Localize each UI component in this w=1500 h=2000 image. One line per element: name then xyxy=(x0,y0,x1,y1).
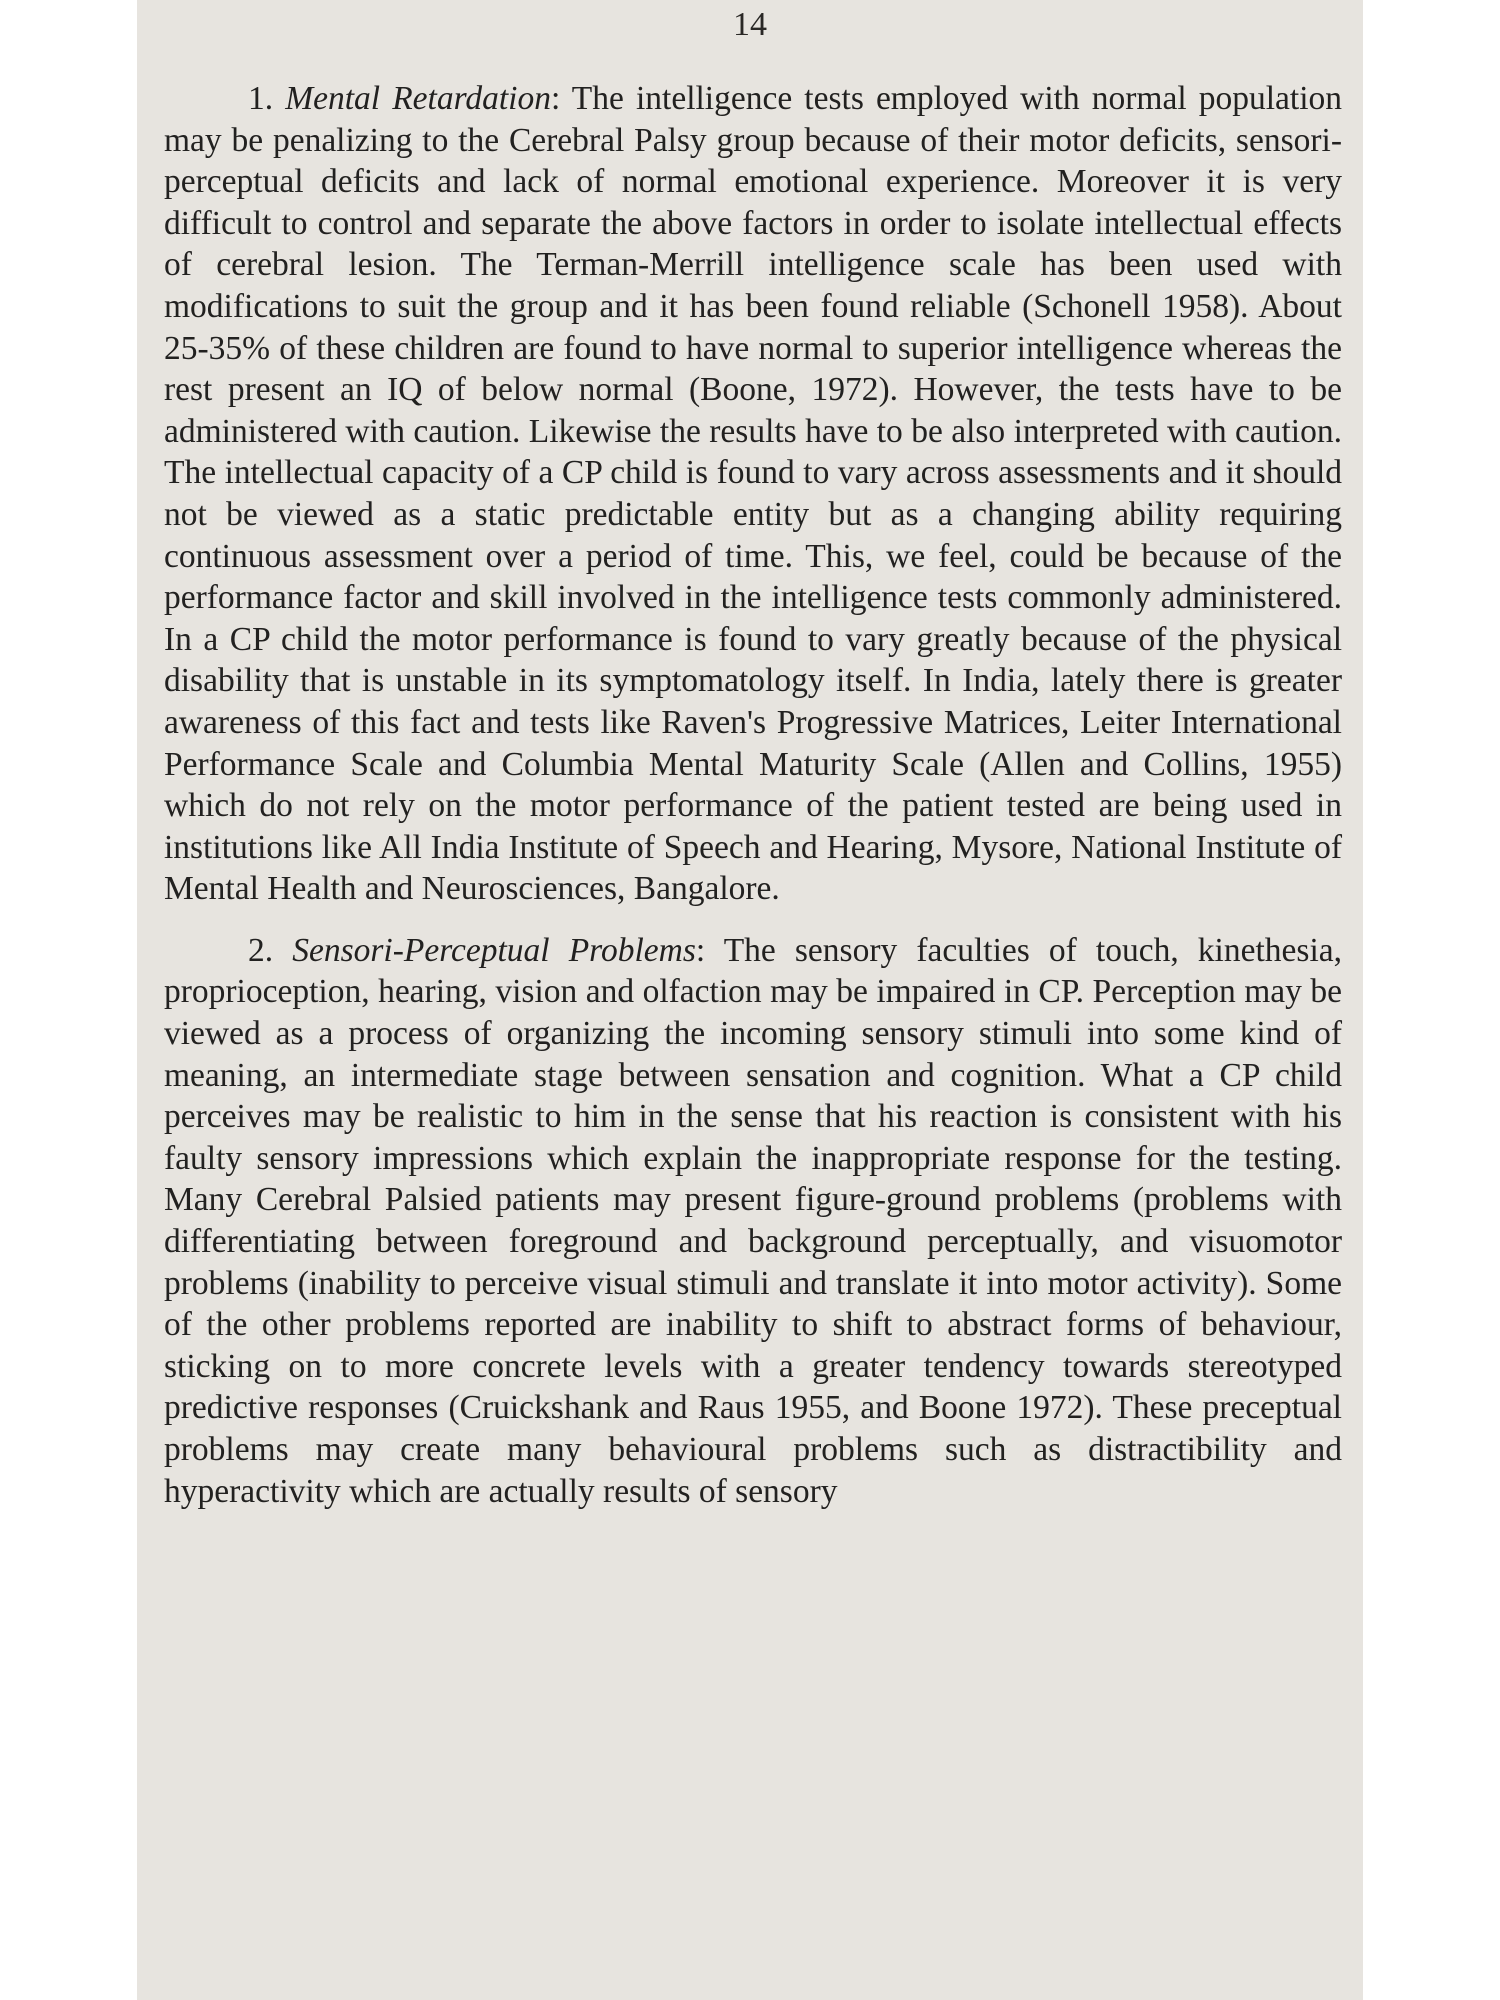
page-number: 14 xyxy=(733,6,767,43)
body-text xyxy=(164,78,1342,1512)
paragraph-mental-retardation xyxy=(164,78,1342,910)
section-heading: Sensori-Perceptual Problems xyxy=(292,931,696,969)
section-number: 1. xyxy=(248,80,274,117)
scanned-page xyxy=(137,0,1363,2000)
paragraph-text: The sensory faculties of touch, kinethesia, proprioception, hearing, vision and olfaction may be impaired in CP. Perception may be viewed as a process of organizing the incoming sensory stimuli into some kind of meaning, an intermediate stage between sensation and cognition. What a CP child perceives may be realistic to him in the sense that his reaction is consistent with his faulty sensory impressions which explain the inappropriate response for the testing. Many Cerebral Palsied patients may present figure-ground problems (problems with differentiating between foreground and background perceptually, and visuomotor problems (inability to perceive visual stimuli and translate it into motor activity). Some of the other problems reported are inability to shift to abstract forms of behaviour, sticking on to more concrete levels with a greater tendency towards stereotyped predictive responses (Cruickshank and Raus 1955, and Boone 1972). These preceptual problems may create many behavioural problems such as distractibility and hyperactivity which are actually results of sensory xyxy=(164,931,1343,1510)
paragraph-sensori-perceptual xyxy=(164,930,1342,1512)
section-number: 2. xyxy=(248,931,274,969)
section-heading: Mental Retardation xyxy=(285,80,551,117)
heading-separator: : xyxy=(551,80,561,117)
paragraph-text: The intelligence tests employed with normal population may be penalizing to the Cerebral Palsy group because of their motor deficits, sensori-perceptual deficits and lack of normal emotional experience. Moreover it is very difficult to control and separate the above factors in order to isolate intellectual effects of cerebral lesion. The Terman-Merrill intelligence scale has been used with modifications to suit the group and it has been found reliable (Schonell 1958). About 25-35% of these children are found to have normal to superior intelligence whereas the rest present an IQ of below normal (Boone, 1972). However, the tests have to be administered with caution. Likewise the results have to be also interpreted with caution. The intellectual capacity of a CP child is found to vary across assessments and it should not be viewed as a static predictable entity but as a changing ability requiring continuous assessment over a period of time. This, we feel, could be because of the performance factor and skill involved in the intelligence tests commonly administered. In a CP child the motor performance is found to vary greatly because of the physical disability that is unstable in its symptomatology itself. In India, lately there is greater awareness of this fact and tests like Raven's Progressive Matrices, Leiter International Performance Scale and Columbia Mental Maturity Scale (Allen and Collins, 1955) which do not rely on the motor performance of the patient tested are being used in institutions like All India Institute of Speech and Hearing, Mysore, National Institute of Mental Health and Neurosciences, Bangalore. xyxy=(164,80,1343,908)
heading-separator: : xyxy=(695,931,706,969)
